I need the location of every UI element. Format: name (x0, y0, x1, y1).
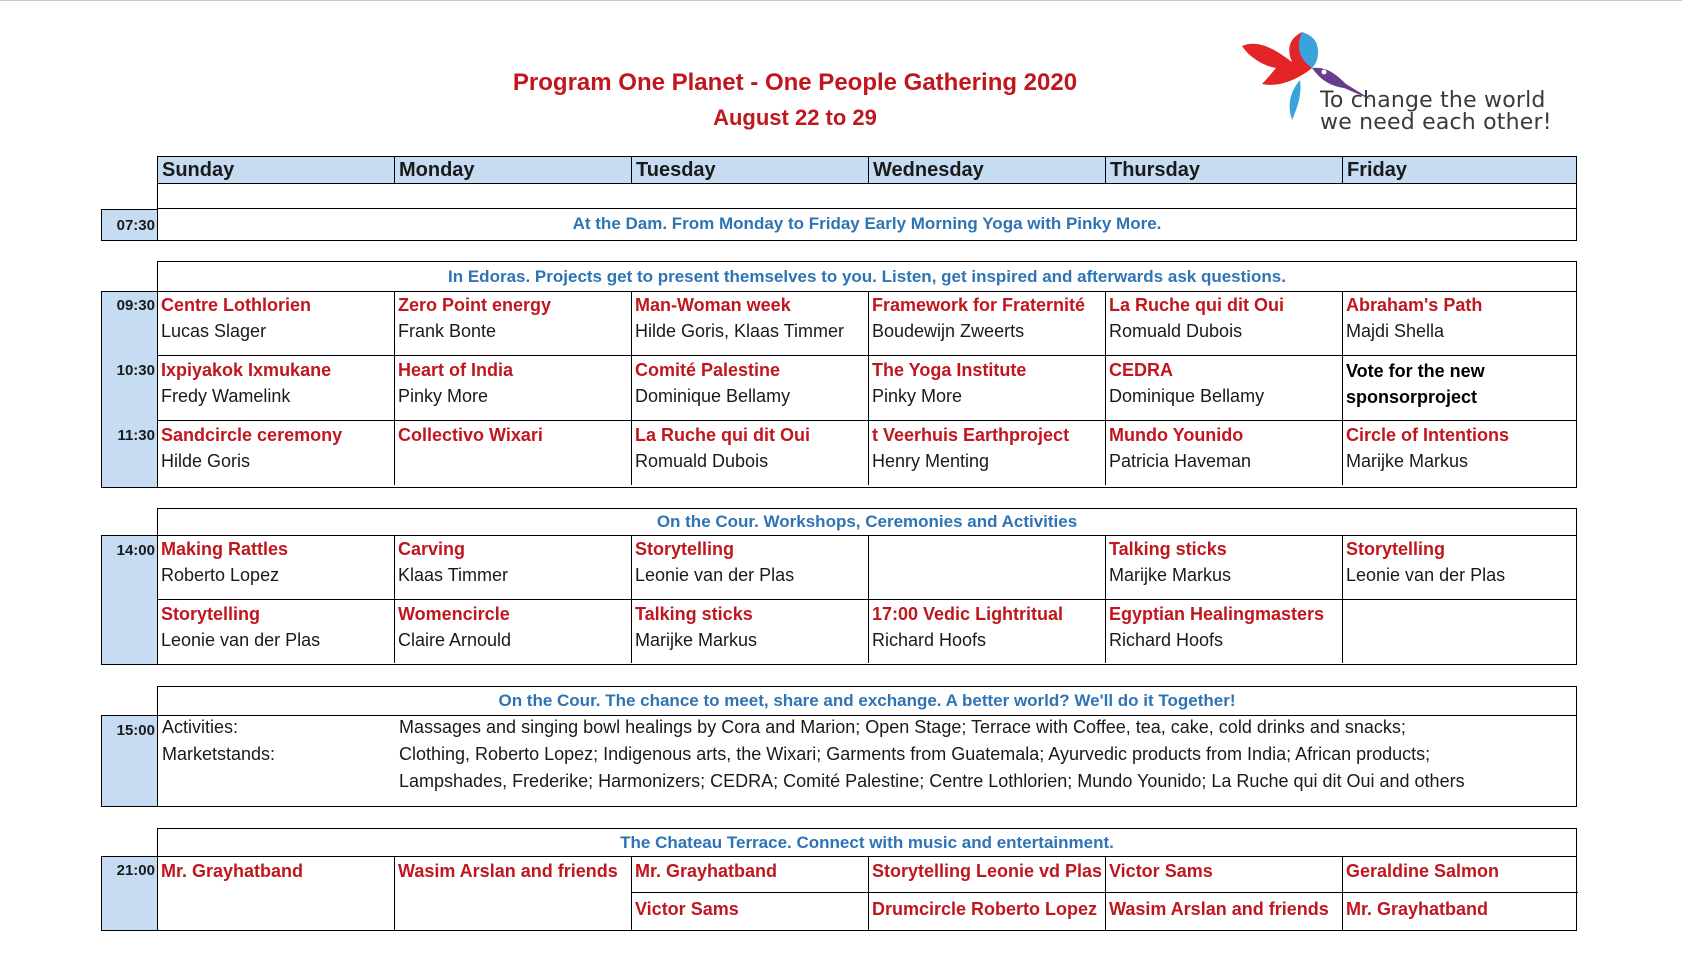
project-cell (158, 356, 395, 420)
project-person: Hilde Goris (161, 451, 251, 471)
project-cell (632, 421, 869, 485)
project-title: La Ruche qui dit Oui (1109, 295, 1284, 315)
workshop-cell (158, 535, 395, 599)
project-cell (158, 291, 395, 355)
project-title: Comité Palestine (635, 360, 781, 380)
project-title: Framework for Fraternité (872, 295, 1086, 315)
top-border (0, 0, 1682, 1)
day-monday: Monday (395, 157, 632, 183)
vote-cell (1343, 356, 1578, 420)
workshop-person: Marijke Markus (635, 630, 758, 650)
yoga-banner: At the Dam. From Monday to Friday Early Morning Yoga with Pinky More. (157, 209, 1577, 241)
table-row (158, 535, 1576, 599)
activities-label: Activities: (162, 717, 239, 737)
project-title: Heart of India (398, 360, 514, 380)
evening-act: Victor Sams (635, 899, 739, 919)
project-cell (395, 356, 632, 420)
vote-line-1: Vote for the new (1346, 361, 1485, 381)
evening-act: Storytelling Leonie vd Plas (869, 856, 1105, 893)
time-label-1030: 10:30 (116, 362, 155, 379)
time-label-1400: 14:00 (116, 542, 155, 559)
project-title: Sandcircle ceremony (161, 425, 343, 445)
project-person: Lucas Slager (161, 321, 267, 341)
project-cell (1106, 421, 1343, 485)
project-cell (632, 356, 869, 420)
evening-grid (157, 856, 1577, 931)
project-cell (632, 291, 869, 355)
project-cell (395, 421, 632, 485)
project-person: Dominique Bellamy (635, 386, 791, 406)
workshop-title: Carving (398, 539, 466, 559)
table-row (158, 355, 1576, 420)
workshop-title: Egyptian Healingmasters (1109, 604, 1325, 624)
page-title: Program One Planet - One People Gathering 2020 (512, 69, 1078, 96)
project-cell (869, 291, 1106, 355)
slogan-line-1: To change the world (1320, 88, 1546, 113)
workshop-cell (1106, 600, 1343, 663)
time-label-0730: 07:30 (116, 217, 155, 234)
workshop-person: Leonie van der Plas (161, 630, 321, 650)
workshop-cell (395, 535, 632, 599)
slogan-line-2: we need each other! (1320, 110, 1552, 135)
time-label-1500: 15:00 (116, 722, 155, 739)
workshop-person: Klaas Timmer (398, 565, 509, 585)
workshop-title: Talking sticks (1109, 539, 1227, 559)
evening-act: Wasim Arslan and friends (1109, 899, 1329, 919)
day-wednesday: Wednesday (869, 157, 1106, 183)
workshops-banner: On the Cour. Workshops, Ceremonies and Activities (157, 508, 1577, 536)
workshop-cell (1343, 600, 1578, 663)
evening-cell (1106, 856, 1343, 930)
project-person: Patricia Haveman (1109, 451, 1252, 471)
evening-act: Drumcircle Roberto Lopez (872, 899, 1098, 919)
project-cell (1343, 291, 1578, 355)
marketstands-line-2: Lampshades, Frederike; Harmonizers; CEDRA; Comité Palestine; Centre Lothlorien; Mundo Younido; La Ruche qui dit Oui and others (399, 771, 1465, 791)
project-title: Abraham's Path (1346, 295, 1483, 315)
day-sunday: Sunday (158, 157, 395, 183)
project-title: Centre Lothlorien (161, 295, 312, 315)
marketstands-line-1: Clothing, Roberto Lopez; Indigenous arts, the Wixari; Garments from Guatemala; Ayurvedic products from India; African products; (399, 744, 1431, 764)
project-person: Marijke Markus (1346, 451, 1469, 471)
workshop-cell (869, 535, 1106, 599)
workshop-cell (1343, 535, 1578, 599)
evening-banner: The Chateau Terrace. Connect with music and entertainment. (157, 828, 1577, 857)
market-block (157, 715, 1577, 807)
project-title: The Yoga Institute (872, 360, 1027, 380)
table-row (158, 599, 1576, 663)
project-title: Ixpiyakok Ixmukane (161, 360, 332, 380)
projects-grid (157, 291, 1577, 488)
workshop-cell (395, 600, 632, 663)
time-label-2100: 21:00 (116, 862, 155, 879)
workshop-title: Talking sticks (635, 604, 753, 624)
project-person: Pinky More (398, 386, 489, 406)
project-person: Hilde Goris, Klaas Timmer (635, 321, 845, 341)
day-header-row (157, 156, 1577, 184)
project-title: Circle of Intentions (1346, 425, 1510, 445)
project-cell (395, 291, 632, 355)
project-title: Zero Point energy (398, 295, 552, 315)
evening-act: Mr. Grayhatband (161, 861, 304, 881)
workshop-person: Claire Arnould (398, 630, 512, 650)
page-subtitle: August 22 to 29 (713, 105, 877, 130)
workshop-cell (158, 600, 395, 663)
project-title: La Ruche qui dit Oui (635, 425, 810, 445)
header-spacer-row (157, 183, 1577, 209)
table-row (158, 420, 1576, 485)
project-person: Henry Menting (872, 451, 990, 471)
evening-act: Wasim Arslan and friends (398, 861, 618, 881)
activities-text: Massages and singing bowl healings by Cora and Marion; Open Stage; Terrace with Coffee, tea, cake, cold drinks and snacks; (399, 717, 1406, 737)
evening-cell (869, 856, 1106, 930)
evening-act: Mr. Grayhatband (1346, 899, 1489, 919)
project-title: CEDRA (1109, 360, 1174, 380)
evening-act: Mr. Grayhatband (632, 856, 868, 893)
project-title: t Veerhuis Earthproject (872, 425, 1070, 445)
workshops-grid (157, 535, 1577, 665)
workshop-person: Richard Hoofs (872, 630, 987, 650)
time-label-0930: 09:30 (116, 297, 155, 314)
time-label-1130: 11:30 (117, 427, 155, 444)
project-cell (1343, 421, 1578, 485)
workshop-cell (869, 600, 1106, 663)
day-thursday: Thursday (1106, 157, 1343, 183)
logo-slogan (1320, 90, 1580, 134)
workshop-title: Storytelling (161, 604, 261, 624)
workshop-cell (632, 600, 869, 663)
project-title: Man-Woman week (635, 295, 791, 315)
evening-cell (632, 856, 869, 930)
day-tuesday: Tuesday (632, 157, 869, 183)
projects-banner: In Edoras. Projects get to present themselves to you. Listen, get inspired and afterwards ask questions. (157, 261, 1577, 292)
workshop-person: Leonie van der Plas (635, 565, 795, 585)
workshop-title: Storytelling (1346, 539, 1446, 559)
project-title: Collectivo Wixari (398, 425, 543, 445)
evening-act: Geraldine Salmon (1343, 856, 1578, 893)
project-person: Dominique Bellamy (1109, 386, 1265, 406)
workshop-person: Richard Hoofs (1109, 630, 1224, 650)
workshop-person: Marijke Markus (1109, 565, 1232, 585)
project-cell (869, 356, 1106, 420)
project-cell (158, 421, 395, 485)
evening-act: Victor Sams (1106, 856, 1342, 893)
marketstands-label: Marketstands: (162, 744, 276, 764)
workshop-cell (1106, 535, 1343, 599)
project-cell (1106, 356, 1343, 420)
workshop-title: Storytelling (635, 539, 735, 559)
project-person: Romuald Dubois (1109, 321, 1243, 341)
project-person: Romuald Dubois (635, 451, 769, 471)
project-title: Mundo Younido (1109, 425, 1244, 445)
table-row (158, 291, 1576, 355)
vote-line-2: sponsorproject (1346, 387, 1478, 407)
workshop-person: Roberto Lopez (161, 565, 280, 585)
project-person: Fredy Wamelink (161, 386, 291, 406)
evening-cell (395, 856, 632, 930)
workshop-title: Making Rattles (161, 539, 289, 559)
project-person: Frank Bonte (398, 321, 497, 341)
workshop-person: Leonie van der Plas (1346, 565, 1506, 585)
project-cell (869, 421, 1106, 485)
workshop-title: Womencircle (398, 604, 510, 624)
evening-cell (1343, 856, 1578, 930)
market-banner: On the Cour. The chance to meet, share and exchange. A better world? We'll do it Together! (157, 686, 1577, 716)
project-person: Boudewijn Zweerts (872, 321, 1025, 341)
day-friday: Friday (1347, 159, 1408, 181)
workshop-cell (632, 535, 869, 599)
project-cell (1106, 291, 1343, 355)
time-column-projects (101, 291, 158, 488)
project-person: Pinky More (872, 386, 963, 406)
project-person: Majdi Shella (1346, 321, 1445, 341)
evening-cell (158, 856, 395, 930)
workshop-title: 17:00 Vedic Lightritual (872, 604, 1064, 624)
